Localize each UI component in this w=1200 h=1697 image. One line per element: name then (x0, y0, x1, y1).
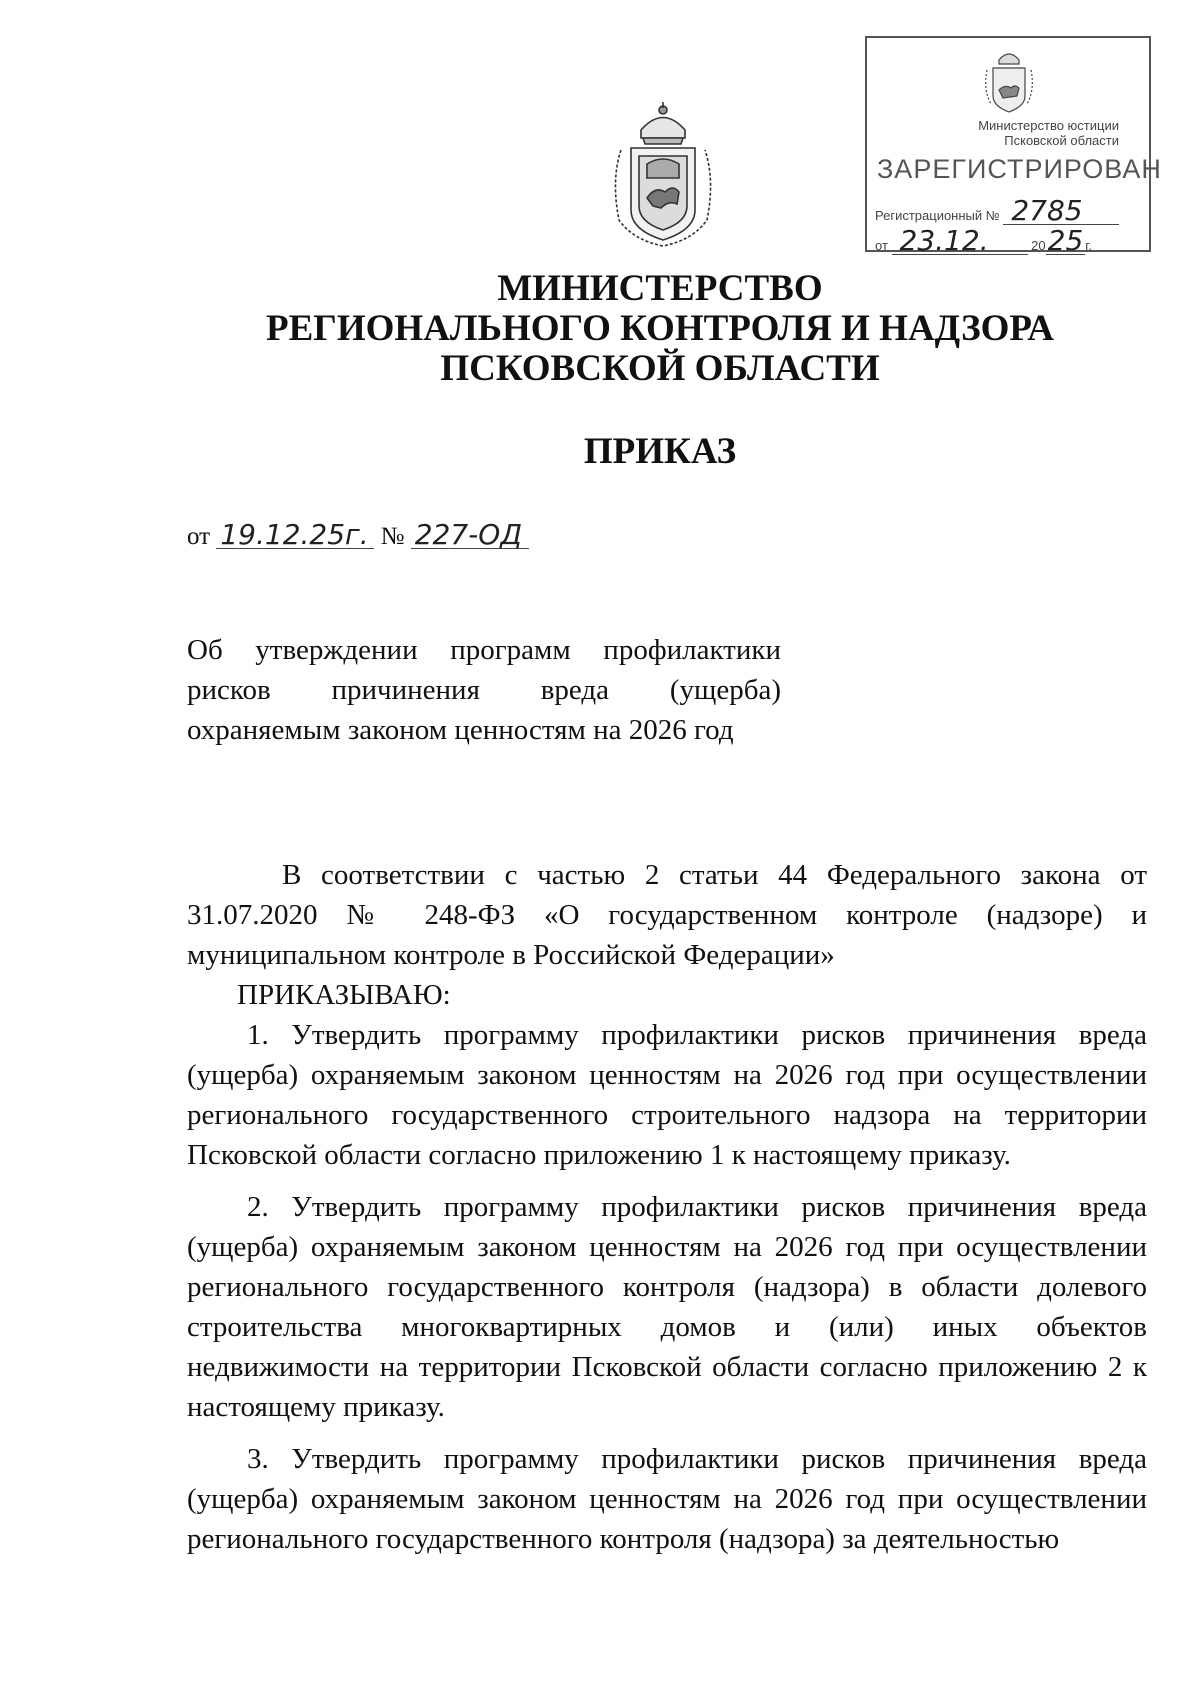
stamp-reg-number-row (875, 194, 1119, 227)
stamp-ministry-line1: Министерство юстиции (978, 118, 1119, 133)
order-item-3: 3. Утвердить программу профилактики рисков причинения вреда (ущерба) охраняемым законом ценностям на 2026 год при осуществлении регионального государственного контроля (надзора) за деятельностью (187, 1443, 1147, 1555)
stamp-emblem-icon (981, 46, 1037, 116)
order-number-prefix: № (380, 523, 405, 550)
stamp-date-prefix: от (875, 238, 888, 253)
stamp-ministry-name (867, 118, 1149, 148)
order-subject: Об утверждении программ профилактики рисков причинения вреда (ущерба) охраняемым законом ценностям на 2026 год (187, 634, 781, 746)
order-number: 227-ОД (411, 522, 529, 549)
org-name-line1: МИНИСТЕРСТВО (497, 268, 823, 309)
org-name-line3: ПСКОВСКОЙ ОБЛАСТИ (440, 348, 880, 389)
stamp-year-suffix: г. (1085, 238, 1093, 253)
order-directive: ПРИКАЗЫВАЮ: (237, 979, 451, 1011)
coat-of-arms-icon (603, 100, 723, 250)
registration-stamp (865, 36, 1162, 257)
order-date-prefix: от (187, 523, 211, 550)
stamp-year: 25 (1047, 224, 1084, 257)
stamp-year-prefix: 20 (1031, 238, 1046, 253)
preamble-paragraph: В соответствии с частью 2 статьи 44 Федерального закона от 31.07.2020 № 248-ФЗ «О государственном контроле (надзоре) и муниципальном контроле в Российской Федерации» (187, 859, 1147, 971)
stamp-status: ЗАРЕГИСТРИРОВАН (877, 154, 1162, 184)
order-item-2: 2. Утвердить программу профилактики рисков причинения вреда (ущерба) охраняемым законом ценностям на 2026 год при осуществлении регионального государственного контроля (надзора) в области долевого строительства многоквартирных домов и (или) иных объектов недвижимости на территории Псковской области согласно приложению 2 к настоящему приказу. (187, 1191, 1147, 1423)
order-date-number (187, 518, 529, 551)
stamp-date: 23.12. (892, 228, 1028, 255)
document-type: ПРИКАЗ (583, 431, 737, 472)
stamp-reg-number: 2785 (1003, 198, 1119, 225)
order-body (187, 855, 1147, 1559)
stamp-ministry-line2: Псковской области (1004, 133, 1119, 148)
order-item-1: 1. Утвердить программу профилактики рисков причинения вреда (ущерба) охраняемым законом ценностям на 2026 год при осуществлении регионального государственного строительного надзора на территории Псковской области согласно приложению 1 к настоящему приказу. (187, 1019, 1147, 1171)
order-date: 19.12.25г. (216, 522, 374, 549)
stamp-reg-label: Регистрационный № (875, 208, 1000, 223)
stamp-date-row (875, 224, 1093, 257)
org-name-line2: РЕГИОНАЛЬНОГО КОНТРОЛЯ И НАДЗОРА (266, 308, 1054, 349)
